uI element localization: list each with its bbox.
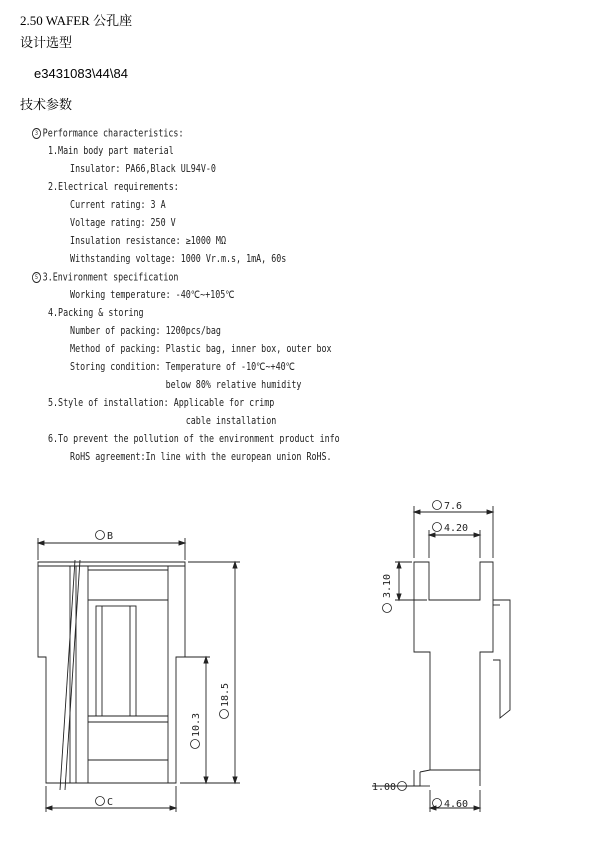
side-view-outline [414, 562, 493, 770]
side-dim-top [433, 501, 463, 513]
spec-line: Withstanding voltage: 1000 Vr.m.s, 1mA, 60s [60, 254, 287, 265]
svg-text:4.20: 4.20 [444, 523, 469, 534]
spec-line: Insulator: PA66,Black UL94V-0 [60, 164, 216, 175]
spec-line: below 80% relative humidity [60, 380, 302, 391]
spec-line: cable installation [60, 416, 277, 427]
page-title: 2.50 WAFER 公孔座 [20, 13, 133, 28]
circle-mark-icon: 5 [32, 272, 41, 283]
spec-line: Method of packing: Plastic bag, inner box, outer box [60, 344, 332, 355]
svg-text:1.00: 1.00 [372, 782, 397, 793]
svg-text:C: C [107, 797, 114, 808]
svg-text:7.6: 7.6 [444, 501, 463, 512]
front-dim-height [220, 683, 232, 719]
spec-line: Working temperature: -40℃~+105℃ [60, 290, 235, 301]
side-dim-pin [372, 782, 407, 794]
svg-text:B: B [107, 531, 114, 542]
spec-line: Storing condition: Temperature of -10℃~+40℃ [60, 362, 296, 373]
spec-section-title: 3 Performance characteristics: [32, 128, 183, 140]
front-dim-c [96, 797, 114, 809]
technical-params-heading: 技术参数 [20, 98, 73, 113]
svg-text:4.60: 4.60 [444, 799, 469, 810]
spec-line: 4.Packing & storing [48, 308, 144, 319]
front-view-outline [38, 562, 185, 783]
part-number: e3431083\44\84 [34, 66, 128, 81]
front-dim-b [96, 531, 114, 543]
spec-line: 5 3.Environment specification [32, 272, 178, 284]
spec-line: Voltage rating: 250 V [60, 218, 176, 229]
spec-line: 6.To prevent the pollution of the environment product info [48, 434, 340, 445]
spec-line: 5.Style of installation: Applicable for crimp [48, 398, 275, 409]
svg-text:18.5: 18.5 [220, 682, 231, 707]
spec-line: 2.Electrical requirements: [48, 182, 179, 193]
side-dim-notch [382, 574, 393, 613]
spec-line: Insulation resistance: ≥1000 MΩ [60, 236, 226, 247]
circle-mark-icon: 3 [32, 128, 41, 139]
spec-line: 1.Main body part material [48, 146, 174, 157]
spec-line: RoHS agreement:In line with the european union RoHS. [60, 452, 332, 463]
front-dim-inner [191, 713, 203, 749]
svg-text:3.10: 3.10 [382, 573, 393, 598]
design-selection-heading: 设计选型 [20, 36, 73, 51]
side-dim-top-inner [433, 523, 469, 535]
svg-text:10.3: 10.3 [191, 712, 202, 737]
spec-line: Current rating: 3 A [60, 200, 166, 211]
spec-line: Number of packing: 1200pcs/bag [60, 326, 221, 337]
